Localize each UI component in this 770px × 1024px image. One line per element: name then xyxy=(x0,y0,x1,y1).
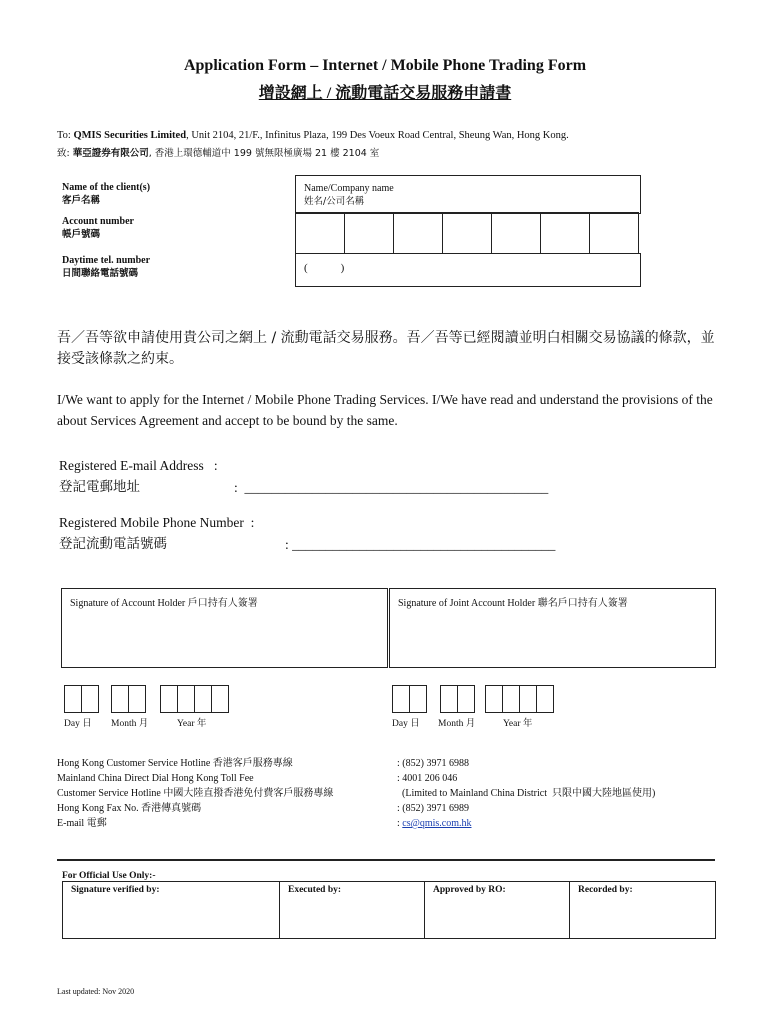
daytime-tel-label-en: Daytime tel. number xyxy=(62,255,151,266)
executed-by-cell[interactable] xyxy=(280,882,425,939)
holder-year-label: Year 年 xyxy=(177,719,207,729)
recorded-by-label: Recorded by: xyxy=(578,885,633,895)
client-name-placeholder-zh: 姓名/公司名稱 xyxy=(304,196,365,207)
account-number-label xyxy=(62,215,134,241)
last-updated: Last updated: Nov 2020 xyxy=(57,987,135,996)
fax-value: : (852) 3971 6989 xyxy=(397,803,469,814)
daytime-tel-field[interactable] xyxy=(295,253,641,287)
hk-hotline-value: : (852) 3971 6988 xyxy=(397,758,469,769)
approved-by-label: Approved by RO: xyxy=(433,885,506,895)
signature-verified-label: Signature verified by: xyxy=(71,885,160,895)
tel-area-code-brackets: ( ) xyxy=(304,262,345,274)
account-digit-box[interactable] xyxy=(344,212,394,254)
holder-month-label: Month 月 xyxy=(111,719,149,729)
email-value-row xyxy=(397,816,655,831)
email-label-en: Registered E-mail Address : xyxy=(59,458,218,473)
mobile-label-en: Registered Mobile Phone Number : xyxy=(59,515,255,530)
contact-values xyxy=(397,756,655,831)
recipient-line-zh xyxy=(57,145,379,159)
holder-day-label: Day 日 xyxy=(64,719,92,729)
account-number-field[interactable] xyxy=(295,212,639,254)
email-contact-label: E-mail 電郵 xyxy=(57,818,107,829)
hk-hotline-label: Hong Kong Customer Service Hotline 香港客戶服務專線 xyxy=(57,758,293,769)
to-prefix-zh: 致: xyxy=(57,148,73,159)
joint-month-label: Month 月 xyxy=(438,719,476,729)
official-use-heading: For Official Use Only:- xyxy=(62,871,156,881)
company-address-en: , Unit 2104, 21/F., Infinitus Plaza, 199 Des Voeux Road Central, Sheung Wan, Hong Kong. xyxy=(186,130,569,141)
email-colon: : xyxy=(397,818,403,829)
company-name-zh: 華亞證券有限公司 xyxy=(72,148,149,159)
client-name-label-zh: 客戶名稱 xyxy=(62,195,101,206)
account-holder-signature-box[interactable] xyxy=(61,588,388,668)
declaration-zh: 吾／吾等欲申請使用貴公司之網上 / 流動電話交易服務。吾／吾等已經閱讀並明白相關交易協議的條款，並接受該條款之約束。 xyxy=(57,330,715,367)
approved-by-cell[interactable] xyxy=(425,882,570,939)
account-number-label-zh: 帳戶號碼 xyxy=(62,229,101,240)
email-link[interactable]: cs@qmis.com.hk xyxy=(402,818,472,829)
account-digit-box[interactable] xyxy=(442,212,492,254)
executed-by-label: Executed by: xyxy=(288,885,342,895)
daytime-tel-label-zh: 日間聯絡電話號碼 xyxy=(62,268,139,279)
email-label-zh: 登記電郵地址 xyxy=(59,479,140,495)
section-divider xyxy=(57,859,715,861)
form-title-en: Application Form – Internet / Mobile Phone Trading Form xyxy=(183,57,587,74)
client-name-label-en: Name of the client(s) xyxy=(62,182,151,193)
form-title-zh: 增設網上 / 流動電話交易服務申請書 xyxy=(258,85,512,102)
recipient-line-en xyxy=(57,130,569,141)
joint-year-label: Year 年 xyxy=(503,719,533,729)
mainland-toll-free-value: : 4001 206 046 xyxy=(397,773,458,784)
holder-month-boxes[interactable] xyxy=(111,685,145,713)
client-name-field[interactable] xyxy=(295,175,641,214)
mobile-input-line[interactable]: : _______________________________________ xyxy=(285,537,556,552)
mainland-limit-note: (Limited to Mainland China District 只限中國大陸地區使用) xyxy=(397,788,656,799)
daytime-tel-label xyxy=(62,254,150,280)
holder-day-boxes[interactable] xyxy=(64,685,98,713)
company-address-zh: , 香港上環德輔道中 199 號無限極廣場 21 樓 2104 室 xyxy=(148,148,380,159)
declaration-en: I/We want to apply for the Internet / Mobile Phone Trading Services. I/We have read and understand the provisions of the about Services Agreement and accept to be bound by the same. xyxy=(57,392,713,428)
account-number-label-en: Account number xyxy=(62,216,134,227)
contact-labels xyxy=(57,756,333,831)
joint-month-boxes[interactable] xyxy=(440,685,474,713)
account-digit-box[interactable] xyxy=(491,212,541,254)
email-input-line[interactable]: : _____________________________________________ xyxy=(234,480,549,495)
company-name-en: QMIS Securities Limited xyxy=(73,130,187,141)
joint-day-boxes[interactable] xyxy=(392,685,426,713)
mainland-toll-free-label: Mainland China Direct Dial Hong Kong Toll Fee xyxy=(57,773,254,784)
recorded-by-cell[interactable] xyxy=(570,882,716,939)
account-digit-box[interactable] xyxy=(589,212,639,254)
account-digit-box[interactable] xyxy=(393,212,443,254)
client-name-placeholder-en: Name/Company name xyxy=(304,183,394,194)
mobile-label-zh: 登記流動電話號碼 xyxy=(59,536,167,552)
signature-verified-cell[interactable] xyxy=(63,882,280,939)
holder-year-boxes[interactable] xyxy=(160,685,228,713)
client-name-label xyxy=(62,181,150,207)
joint-year-boxes[interactable] xyxy=(485,685,553,713)
joint-holder-signature-label: Signature of Joint Account Holder 聯名戶口持有人簽署 xyxy=(398,598,628,609)
to-prefix: To: xyxy=(57,130,74,141)
fax-label: Hong Kong Fax No. 香港傳真號碼 xyxy=(57,803,202,814)
account-holder-signature-label: Signature of Account Holder 戶口持有人簽署 xyxy=(70,598,258,609)
official-use-table xyxy=(62,881,716,939)
account-digit-box[interactable] xyxy=(295,212,345,254)
joint-holder-signature-box[interactable] xyxy=(389,588,716,668)
mainland-hotline-label: Customer Service Hotline 中國大陸直撥香港免付費客戶服務專線 xyxy=(57,788,334,799)
account-digit-box[interactable] xyxy=(540,212,590,254)
joint-day-label: Day 日 xyxy=(392,719,420,729)
